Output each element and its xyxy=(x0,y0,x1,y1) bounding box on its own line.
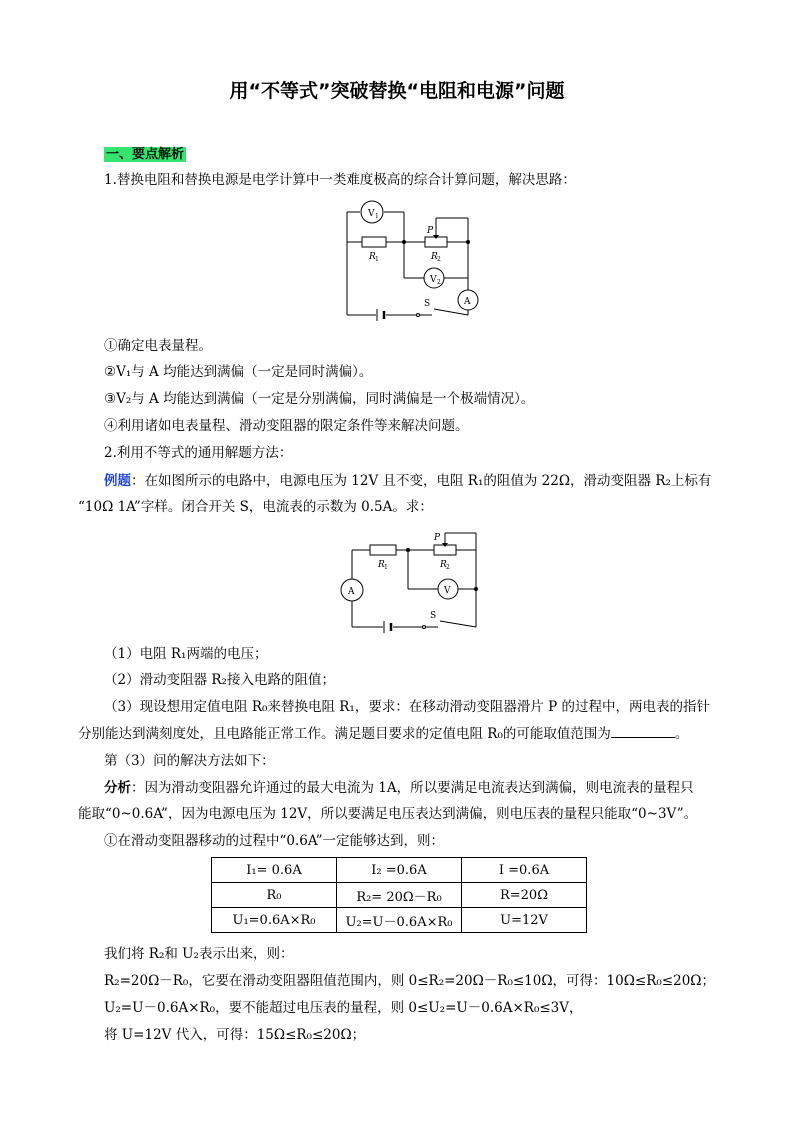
table-cell: R₀ xyxy=(212,883,337,908)
question-2: （2）滑动变阻器 R₂接入电路的阻值； xyxy=(104,672,335,688)
table-cell: U₂=U－0.6A×R₀ xyxy=(337,908,462,933)
circuit-diagram-1 xyxy=(340,198,480,326)
example-label: 例题 xyxy=(104,473,131,489)
item-1: ①确定电表量程。 xyxy=(104,338,212,354)
analysis-text-1: ：因为滑动变阻器允许通过的最大电流为 1A，所以要满足电流表达到满偏，则电流表的量程只 xyxy=(131,780,694,796)
section-heading-line xyxy=(104,144,724,165)
s-letter: S xyxy=(424,299,431,309)
v2-sub: 2 xyxy=(437,279,441,286)
case-1: ①在滑动变阻器移动的过程中“0.6A”一定能够达到，则： xyxy=(104,833,445,849)
table-cell: U₁=0.6A×R₀ xyxy=(212,908,337,933)
paragraph-1: 1.替换电阻和替换电源是电学计算中一类难度极高的综合计算问题，解决思路： xyxy=(104,172,576,188)
answer-blank xyxy=(611,723,675,738)
item-2: ②V₁与 A 均能达到满偏（一定是同时满偏）。 xyxy=(104,364,373,380)
page-title: 用“不等式”突破替换“电阻和电源”问题 xyxy=(229,80,565,102)
question-3-end: 。 xyxy=(674,726,689,742)
r2-letter: R xyxy=(431,252,438,262)
p-letter-2: P xyxy=(434,533,441,543)
after-table-2: R₂=20Ω－R₀，它要在滑动变阻器阻值范围内，则 0≤R₂=20Ω－R₀≤10Ω，可得：10Ω≤R₀≤20Ω； xyxy=(104,973,715,989)
table-cell: I₁= 0.6A xyxy=(212,858,337,883)
question-3-line-2 xyxy=(78,723,698,744)
analysis-label: 分析 xyxy=(104,780,131,796)
table-row xyxy=(212,858,587,883)
item-4: ④利用诸如电表量程、滑动变阻器的限定条件等来解决问题。 xyxy=(104,418,469,434)
ammeter-letter: A xyxy=(348,587,355,597)
v2-letter: V xyxy=(430,275,437,285)
section-heading: 一、要点解析 xyxy=(106,147,185,162)
after-table-3: U₂=U－0.6A×R₀，要不能超过电压表的量程，则 0≤U₂=U－0.6A×R₀≤3V， xyxy=(104,1000,583,1016)
r1-letter-2: R xyxy=(378,560,385,570)
table-cell: R₂= 20Ω－R₀ xyxy=(337,883,462,908)
v1-sub: 1 xyxy=(375,213,379,220)
s-letter-2: S xyxy=(430,611,437,621)
r1-sub-2: 1 xyxy=(384,564,388,571)
example-text-1: ：在如图所示的电路中，电源电压为 12V 且不变，电阻 R₁的阻值为 22Ω，滑动变阻器 R₂上标有 xyxy=(131,473,712,489)
p-letter: P xyxy=(427,226,434,236)
solution-table xyxy=(211,857,587,933)
item-3: ③V₂与 A 均能达到满偏（一定是分别满偏，同时满偏是一个极端情况）。 xyxy=(104,391,535,407)
a-letter: A xyxy=(464,297,471,307)
table-cell: I =0.6A xyxy=(462,858,587,883)
v1-letter: V xyxy=(368,209,375,219)
table-row xyxy=(212,908,587,933)
example-line-2: “10Ω 1A”字样。闭合开关 S，电流表的示数为 0.5A。求： xyxy=(78,499,433,515)
analysis-line-1 xyxy=(104,778,724,798)
table-cell: R=20Ω xyxy=(462,883,587,908)
r1-letter: R xyxy=(369,252,376,262)
circuit-diagram-2 xyxy=(338,530,486,634)
question-3-text: 分别能达到满刻度处，且电路能正常工作。满足题目要求的定值电阻 R₀的可能取值范围为 xyxy=(78,726,611,742)
voltmeter-letter: V xyxy=(444,586,451,596)
r1-sub: 1 xyxy=(375,256,379,263)
solution-intro: 第（3）问的解决方法如下： xyxy=(104,753,275,769)
table-cell: U=12V xyxy=(462,908,587,933)
analysis-line-2: 能取“0~0.6A”，因为电源电压为 12V，所以要满足电压表达到满偏，则电压表的量程只能取“0~3V”。 xyxy=(78,806,698,822)
question-3-line-1: （3）现设想用定值电阻 R₀来替换电阻 R₁，要求：在移动滑动变阻器滑片 P 的过程中，两电表的指针 xyxy=(104,699,710,715)
example-line-1 xyxy=(104,471,724,491)
question-1: （1）电阻 R₁两端的电压； xyxy=(104,646,268,662)
r2-sub-2: 2 xyxy=(446,564,450,571)
table-cell: I₂ =0.6A xyxy=(337,858,462,883)
table-row xyxy=(212,883,587,908)
after-table-4: 将 U=12V 代入，可得：15Ω≤R₀≤20Ω； xyxy=(104,1027,366,1043)
paragraph-2: 2.利用不等式的通用解题方法： xyxy=(104,445,293,461)
after-table-1: 我们将 R₂和 U₂表示出来，则： xyxy=(104,946,294,962)
r2-sub: 2 xyxy=(437,256,441,263)
r2-letter-2: R xyxy=(440,560,447,570)
